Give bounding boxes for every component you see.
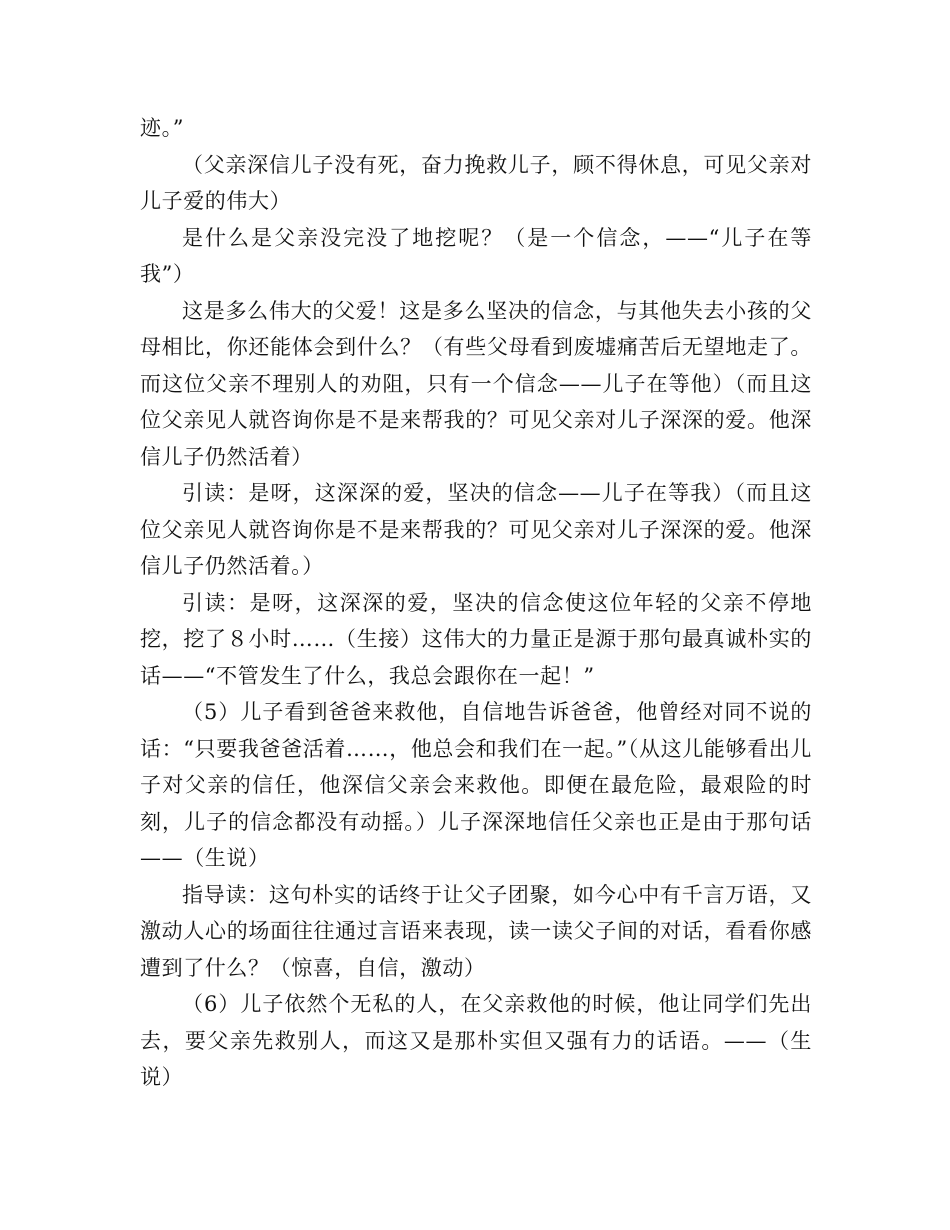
paragraph-4: 这是多么伟大的父爱！这是多么坚决的信念，与其他失去小孩的父母相比，你还能体会到什么？（有些父母看到废墟痛苦后无望地走了。而这位父亲不理别人的劝阻，只有一个信念——儿子在等他）（而且这位父亲见人就咨询你是不是来帮我的？可见父亲对儿子深深的爱。他深信儿子仍然活着） bbox=[140, 298, 812, 469]
document-body bbox=[140, 110, 812, 1096]
paragraph-6: 引读：是呀，这深深的爱，坚决的信念使这位年轻的父亲不停地挖，挖了８小时……（生接）这伟大的力量正是源于那句最真诚朴实的话——“不管发生了什么，我总会跟你在一起！” bbox=[140, 590, 812, 688]
paragraph-1: 迹。” bbox=[140, 116, 185, 140]
paragraph-2: （父亲深信儿子没有死，奋力挽救儿子，顾不得休息，可见父亲对儿子爱的伟大） bbox=[140, 152, 812, 213]
paragraph-3: 是什么是父亲没完没了地挖呢？（是一个信念，——“儿子在等我”） bbox=[140, 225, 812, 286]
paragraph-8: 指导读：这句朴实的话终于让父子团聚，如今心中有千言万语，又激动人心的场面往往通过言语来表现，读一读父子间的对话，看看你感遭到了什么？（惊喜，自信，激动） bbox=[140, 882, 812, 980]
paragraph-5: 引读：是呀，这深深的爱，坚决的信念——儿子在等我）（而且这位父亲见人就咨询你是不是来帮我的？可见父亲对儿子深深的爱。他深信儿子仍然活着。） bbox=[140, 481, 812, 578]
paragraph-7: （5）儿子看到爸爸来救他，自信地告诉爸爸，他曾经对同不说的话：“只要我爸爸活着……，他总会和我们在一起。”（从这儿能够看出儿子对父亲的信任，他深信父亲会来救他。即便在最危险，最艰险的时刻，儿子的信念都没有动摇。）儿子深深地信任父亲也正是由于那句话——（生说） bbox=[140, 700, 812, 870]
paragraph-9: （6）儿子依然个无私的人，在父亲救他的时候，他让同学们先出去，要父亲先救别人，而这又是那朴实但又强有力的话语。——（生说） bbox=[140, 992, 812, 1089]
